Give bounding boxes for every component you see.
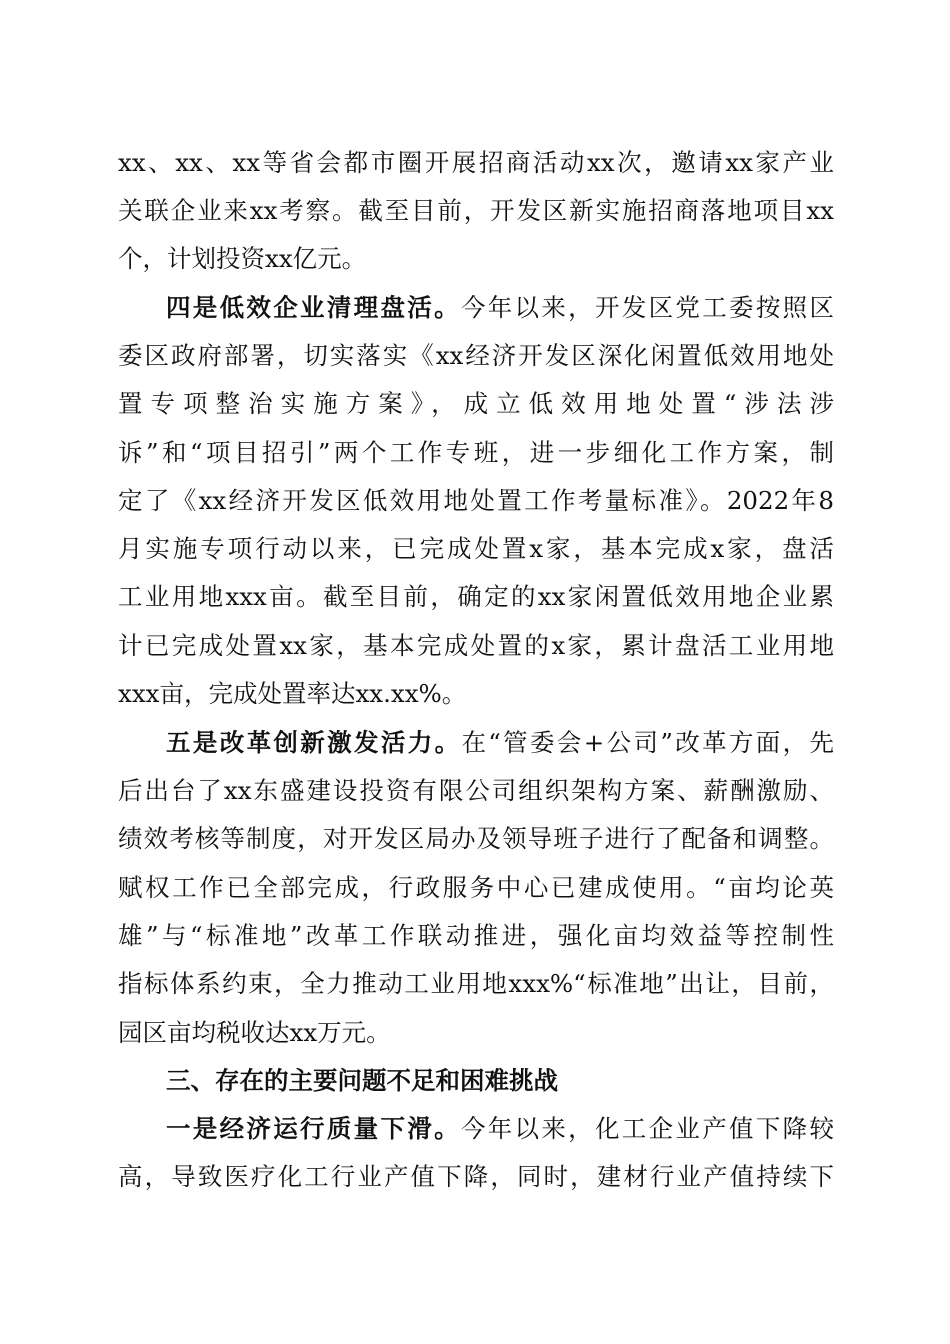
paragraph-lead: 五是改革创新激发活力。 [166, 728, 462, 757]
paragraph-line: xx、xx、xx等省会都市圈开展招商活动xx次，邀请xx家产业 [118, 148, 834, 177]
paragraph-text: 今年以来，开发区党工委按照区 [460, 293, 834, 322]
paragraph-line: 月实施专项行动以来，已完成处置x家，基本完成x家，盘活 [118, 534, 834, 563]
paragraph-line: 指标体系约束，全力推动工业用地xxx%“标准地”出让，目前， [118, 969, 834, 998]
paragraph-line: 后出台了xx东盛建设投资有限公司组织架构方案、薪酬激励、 [118, 776, 834, 805]
paragraph-text: 今年以来，化工企业产值下降较 [460, 1114, 834, 1143]
paragraph-line: 计已完成处置xx家，基本完成处置的x家，累计盘活工业用地 [118, 631, 834, 660]
paragraph-line: 诉”和“项目招引”两个工作专班，进一步细化工作方案，制 [118, 438, 834, 467]
paragraph-line: 雄”与“标准地”改革工作联动推进，强化亩均效益等控制性 [118, 921, 834, 950]
paragraph-line: 工业用地xxx亩。截至目前，确定的xx家闲置低效用地企业累 [118, 582, 834, 611]
paragraph-text: 在“管委会+公司”改革方面，先 [461, 728, 834, 757]
paragraph-first-line [166, 1113, 834, 1145]
paragraph-line: 委区政府部署，切实落实《xx经济开发区深化闲置低效用地处 [118, 341, 834, 370]
paragraph-first-line [166, 727, 834, 759]
paragraph-line: 置专项整治实施方案》，成立低效用地处置“涉法涉 [118, 389, 834, 418]
paragraph-line: 赋权工作已全部完成，行政服务中心已建成使用。“亩均论英 [118, 873, 834, 902]
paragraph-line: xxx亩，完成处置率达xx.xx%。 [118, 679, 467, 708]
paragraph-line: 园区亩均税收达xx万元。 [118, 1018, 391, 1047]
paragraph-line: 个，计划投资xx亿元。 [118, 244, 367, 273]
paragraph-line: 高，导致医疗化工行业产值下降，同时，建材行业产值持续下 [118, 1162, 834, 1191]
paragraph-first-line [166, 292, 834, 324]
paragraph-lead: 四是低效企业清理盘活。 [166, 293, 461, 322]
paragraph-lead: 一是经济运行质量下滑。 [166, 1114, 461, 1143]
section-heading: 三、存在的主要问题不足和困难挑战 [166, 1066, 558, 1095]
paragraph-line: 关联企业来xx考察。截至目前，开发区新实施招商落地项目xx [118, 196, 834, 225]
paragraph-line: 绩效考核等制度，对开发区局办及领导班子进行了配备和调整。 [118, 824, 834, 853]
paragraph-line: 定了《xx经济开发区低效用地处置工作考量标准》。2022年8 [118, 486, 834, 515]
